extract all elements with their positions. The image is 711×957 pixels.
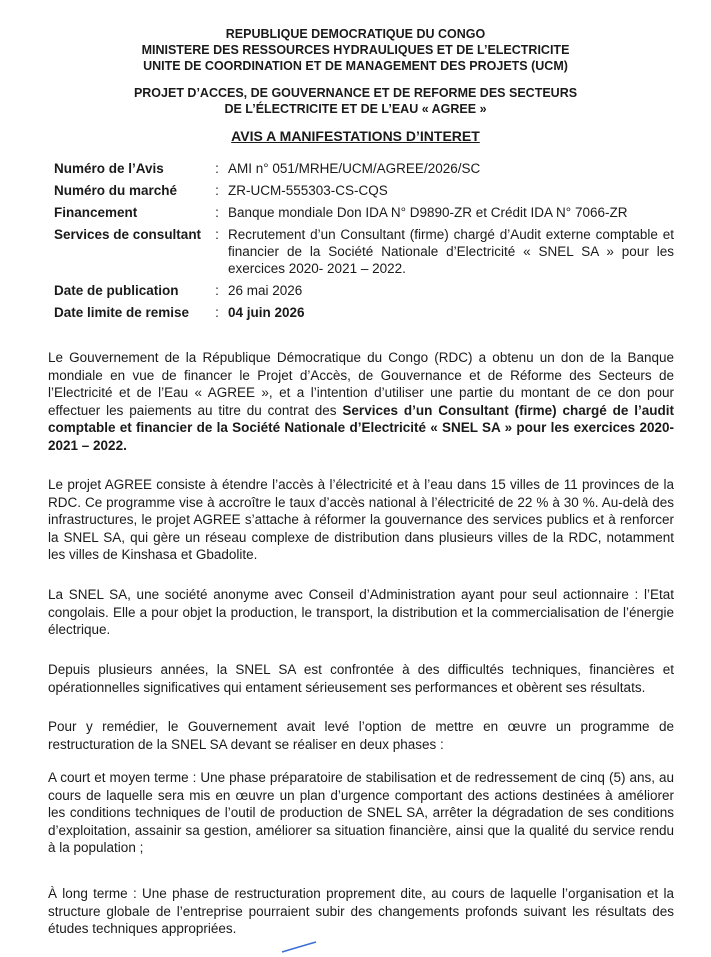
project-title-line2: DE L’ÉLECTRICITE ET DE L’EAU « AGREE » (224, 102, 487, 116)
detail-separator: : (215, 227, 219, 242)
paragraph-short-medium-term: A court et moyen terme : Une phase préparatoire de stabilisation et de redressement de cinq (5) ans, au cours de laquelle sera mis en œuvre un plan d’urgence comportant des actions destinées à améliorer les conditions techniques de l’outil de production de SNEL SA, arrêter la dégradation de ses conditions d’exploitation, assainir sa gestion, améliorer sa situation financière, ainsi que la qualité du service rendu à la population ; (48, 770, 674, 855)
detail-label: Financement (54, 205, 138, 220)
paragraph-long-term: À long terme : Une phase de restructuration proprement dite, au cours de laquelle l’organisation et la structure globale de l’entreprise pourraient subir des changements profonds suivant les résultats des études techniques appropriées. (48, 886, 674, 936)
paragraph-bold-text: Services d’un Consultant (firme) chargé de l’audit comptable et financier de la Société Nationale d’Electricité « SNEL SA » pour les exercices 2020-2021 – 2022. (48, 402, 674, 453)
detail-label: Services de consultant (54, 227, 202, 242)
header-ministry: MINISTERE DES RESSOURCES HYDRAULIQUES ET DE L’ELECTRICITE (141, 43, 570, 57)
project-title (0, 85, 711, 117)
paragraph-project-description: Le projet AGREE consiste à étendre l’accès à l’électricité et à l’eau dans 15 villes de 11 provinces de la RDC. Ce programme vise à accroître le taux d’accès national à l’électricité de 22 % à 30 %. Au-delà des infrastructures, le projet AGREE s’attache à réformer la gouvernance des services publics et à renforcer la SNEL SA, qui gère un réseau complexe de distribution dans plusieurs villes de la RDC, notamment les villes de Kinshasa et Gbadolite. (48, 477, 674, 562)
letterhead (0, 26, 711, 74)
detail-value: Recrutement d’un Consultant (firme) chargé d’Audit externe comptable et financier de la Société Nationale d’Electricité « SNEL SA » pour les exercices 2020- 2021 – 2022. (228, 227, 674, 276)
detail-separator: : (215, 161, 219, 176)
detail-row-publication-date (54, 282, 674, 304)
paragraph-financing-intro (48, 349, 674, 454)
detail-label: Date de publication (54, 283, 179, 298)
signature-mark-icon (280, 940, 320, 954)
detail-value: 04 juin 2026 (228, 305, 305, 320)
detail-label: Numéro de l’Avis (54, 161, 164, 176)
detail-value: ZR-UCM-555303-CS-CQS (228, 183, 388, 198)
header-unit: UNITE DE COORDINATION ET DE MANAGEMENT DES PROJETS (UCM) (143, 59, 568, 73)
detail-value: 26 mai 2026 (228, 283, 303, 298)
paragraph-text: Le Gouvernement de la République Démocratique du Congo (RDC) a obtenu un don de la Banque mondiale en vue de financer le Projet d’Accès, de Gouvernance et de Réforme des Secteurs de l’Electricité et de l’Eau « AGREE », et a l’intention d’utiliser une partie du montant de ce don pour effectuer les paiements au titre du contrat des (48, 350, 674, 418)
detail-value: Banque mondiale Don IDA N° D9890-ZR et Crédit IDA N° 7066-ZR (228, 205, 628, 220)
detail-row-consultant-services (54, 226, 674, 282)
detail-row-notice-number (54, 160, 674, 182)
detail-row-market-number (54, 182, 674, 204)
detail-value: AMI n° 051/MRHE/UCM/AGREE/2026/SC (228, 161, 481, 176)
paragraph-difficulties: Depuis plusieurs années, la SNEL SA est confrontée à des difficultés techniques, financières et opérationnelles significatives qui entament sérieusement ses performances et obèrent ses résultats. (48, 662, 674, 695)
detail-separator: : (215, 283, 219, 298)
detail-row-deadline (54, 304, 674, 321)
paragraph-remedy: Pour y remédier, le Gouvernement avait levé l’option de mettre en œuvre un programme de restructuration de la SNEL SA devant se réaliser en deux phases : (48, 719, 674, 752)
detail-separator: : (215, 305, 219, 320)
notice-details-table (54, 160, 674, 321)
notice-title: AVIS A MANIFESTATIONS D’INTERET (231, 128, 480, 144)
detail-row-financing (54, 204, 674, 226)
detail-label: Numéro du marché (54, 183, 178, 198)
paragraph-snel-company: La SNEL SA, une société anonyme avec Conseil d’Administration ayant pour seul actionnaire : l’Etat congolais. Elle a pour objet la production, le transport, la distribution et la commercialisation de l’énergie électrique. (48, 587, 674, 637)
header-country: REPUBLIQUE DEMOCRATIQUE DU CONGO (225, 27, 486, 41)
detail-separator: : (215, 205, 219, 220)
detail-label: Date limite de remise (54, 305, 190, 320)
project-title-line1: PROJET D’ACCES, DE GOUVERNANCE ET DE REFORME DES SECTEURS (133, 86, 578, 100)
detail-separator: : (215, 183, 219, 198)
